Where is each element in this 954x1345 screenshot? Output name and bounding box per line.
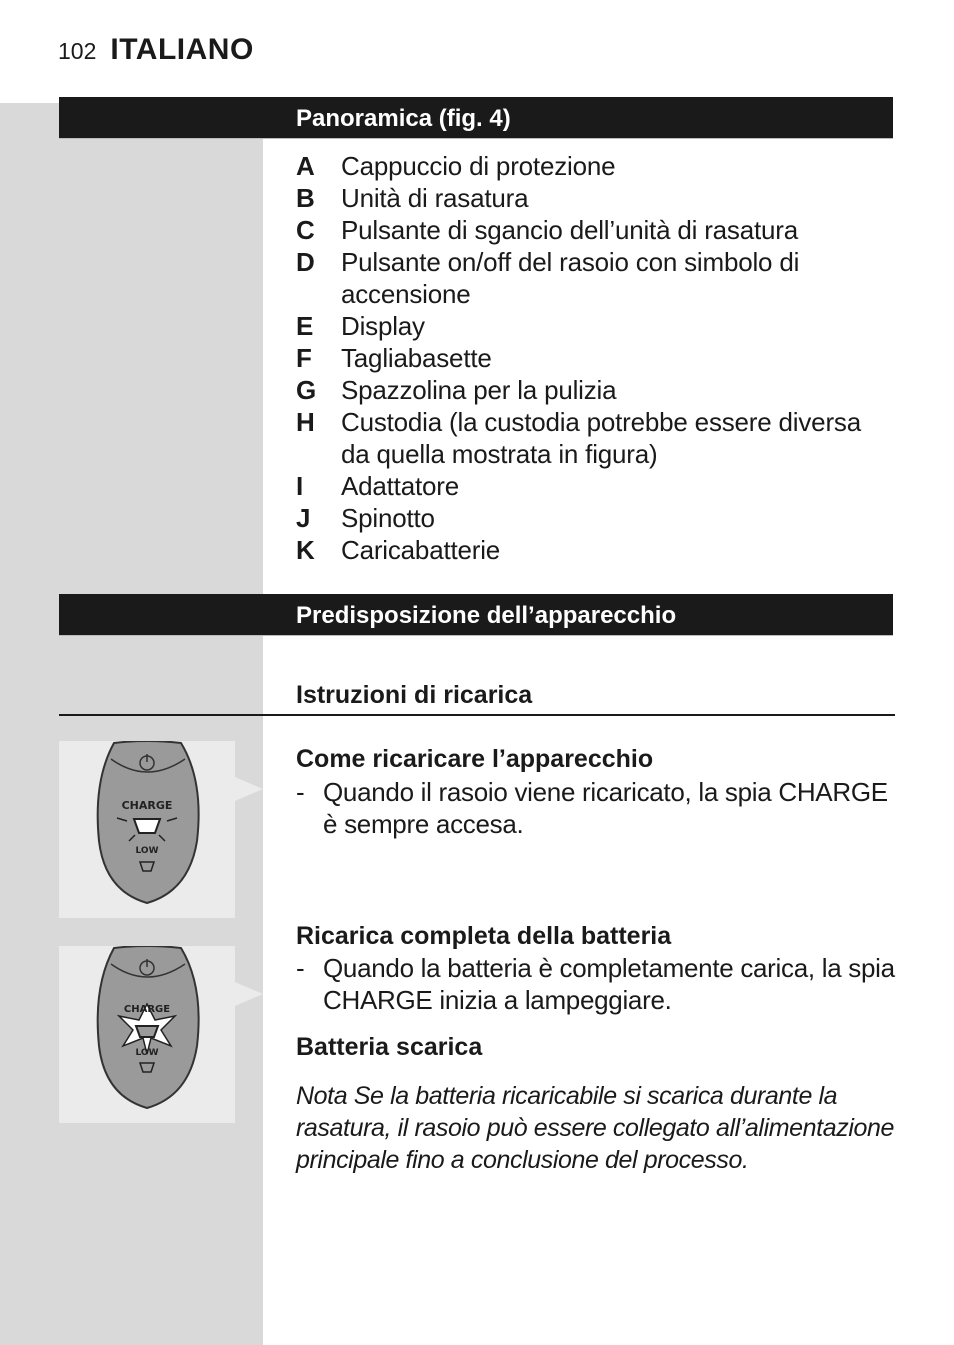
list-item <box>296 342 896 374</box>
heading-low-battery: Batteria scarica <box>296 1033 483 1061</box>
bullet-dash: - <box>296 777 305 807</box>
figure-low-label-2: LOW <box>135 1048 159 1058</box>
figure-charge-label-2: CHARGE <box>123 1004 171 1015</box>
list-item-letter: H <box>296 407 315 437</box>
list-item-text: Pulsante di sgancio dell’unità di rasatura <box>341 215 798 245</box>
list-item-letter: G <box>296 375 317 405</box>
list-item-text: Custodia (la custodia potrebbe essere diversa da quella mostrata in figura) <box>341 407 861 469</box>
list-item <box>296 182 896 214</box>
section-title-overview: Panoramica (fig. 4) <box>296 105 511 132</box>
list-item <box>296 406 896 470</box>
list-item-letter: F <box>296 343 312 373</box>
heading-full-charge: Ricarica completa della batteria <box>296 922 672 950</box>
figure-full-charge <box>59 946 235 1123</box>
list-item <box>296 470 896 502</box>
figure-charge-label: CHARGE <box>121 799 173 812</box>
list-item-text: Spinotto <box>341 503 435 533</box>
list-item <box>296 214 896 246</box>
parts-list <box>296 150 896 566</box>
shaver-display-charging-icon <box>59 741 235 918</box>
list-item-text: Tagliabasette <box>341 343 492 373</box>
list-item-letter: C <box>296 215 315 245</box>
list-item-letter: J <box>296 503 311 533</box>
list-item-letter: D <box>296 247 315 277</box>
bullet-charging <box>296 776 896 840</box>
figure-pointer <box>235 741 263 918</box>
section-bar-setup <box>59 594 893 636</box>
list-item-letter: K <box>296 535 315 565</box>
section-bar-overview <box>59 97 893 139</box>
list-item-text: Display <box>341 311 425 341</box>
figure-low-label: LOW <box>135 846 159 856</box>
bullet-text: Quando il rasoio viene ricaricato, la spia CHARGE è sempre accesa. <box>323 777 888 839</box>
figure-charging <box>59 741 235 918</box>
list-item <box>296 246 896 310</box>
page-language-title: ITALIANO <box>110 33 254 66</box>
list-item <box>296 502 896 534</box>
list-item-letter: B <box>296 183 315 213</box>
subsection-title: Istruzioni di ricarica <box>296 681 533 709</box>
shaver-display-full-charge-icon <box>59 946 235 1123</box>
bullet-dash: - <box>296 953 305 983</box>
left-margin-panel <box>0 103 263 1345</box>
divider-rule <box>59 714 895 716</box>
bullet-full-charge <box>296 952 896 1016</box>
list-item-text: Unità di rasatura <box>341 183 529 213</box>
section-title-setup: Predisposizione dell’apparecchio <box>296 602 677 629</box>
page-number: 102 <box>58 38 97 64</box>
heading-charging: Come ricaricare l’apparecchio <box>296 745 654 773</box>
list-item <box>296 310 896 342</box>
list-item <box>296 374 896 406</box>
figure-pointer-2 <box>235 946 263 1123</box>
list-item-text: Caricabatterie <box>341 535 501 565</box>
list-item-text: Adattatore <box>341 471 459 501</box>
list-item <box>296 534 896 566</box>
list-item-text: Pulsante on/off del rasoio con simbolo di accensione <box>341 247 800 309</box>
list-item-text: Cappuccio di protezione <box>341 151 616 181</box>
list-item-letter: E <box>296 311 314 341</box>
bullet-text: Quando la batteria è completamente carica, la spia CHARGE inizia a lampeggiare. <box>323 953 895 1015</box>
note-low-battery: Nota Se la batteria ricaricabile si scarica durante la rasatura, il rasoio può essere collegato all’alimentazione principale fino a conclusione del processo. <box>296 1082 894 1174</box>
list-item-letter: I <box>296 471 304 501</box>
list-item <box>296 150 896 182</box>
list-item-letter: A <box>296 151 315 181</box>
list-item-text: Spazzolina per la pulizia <box>341 375 617 405</box>
page-header <box>58 33 254 67</box>
